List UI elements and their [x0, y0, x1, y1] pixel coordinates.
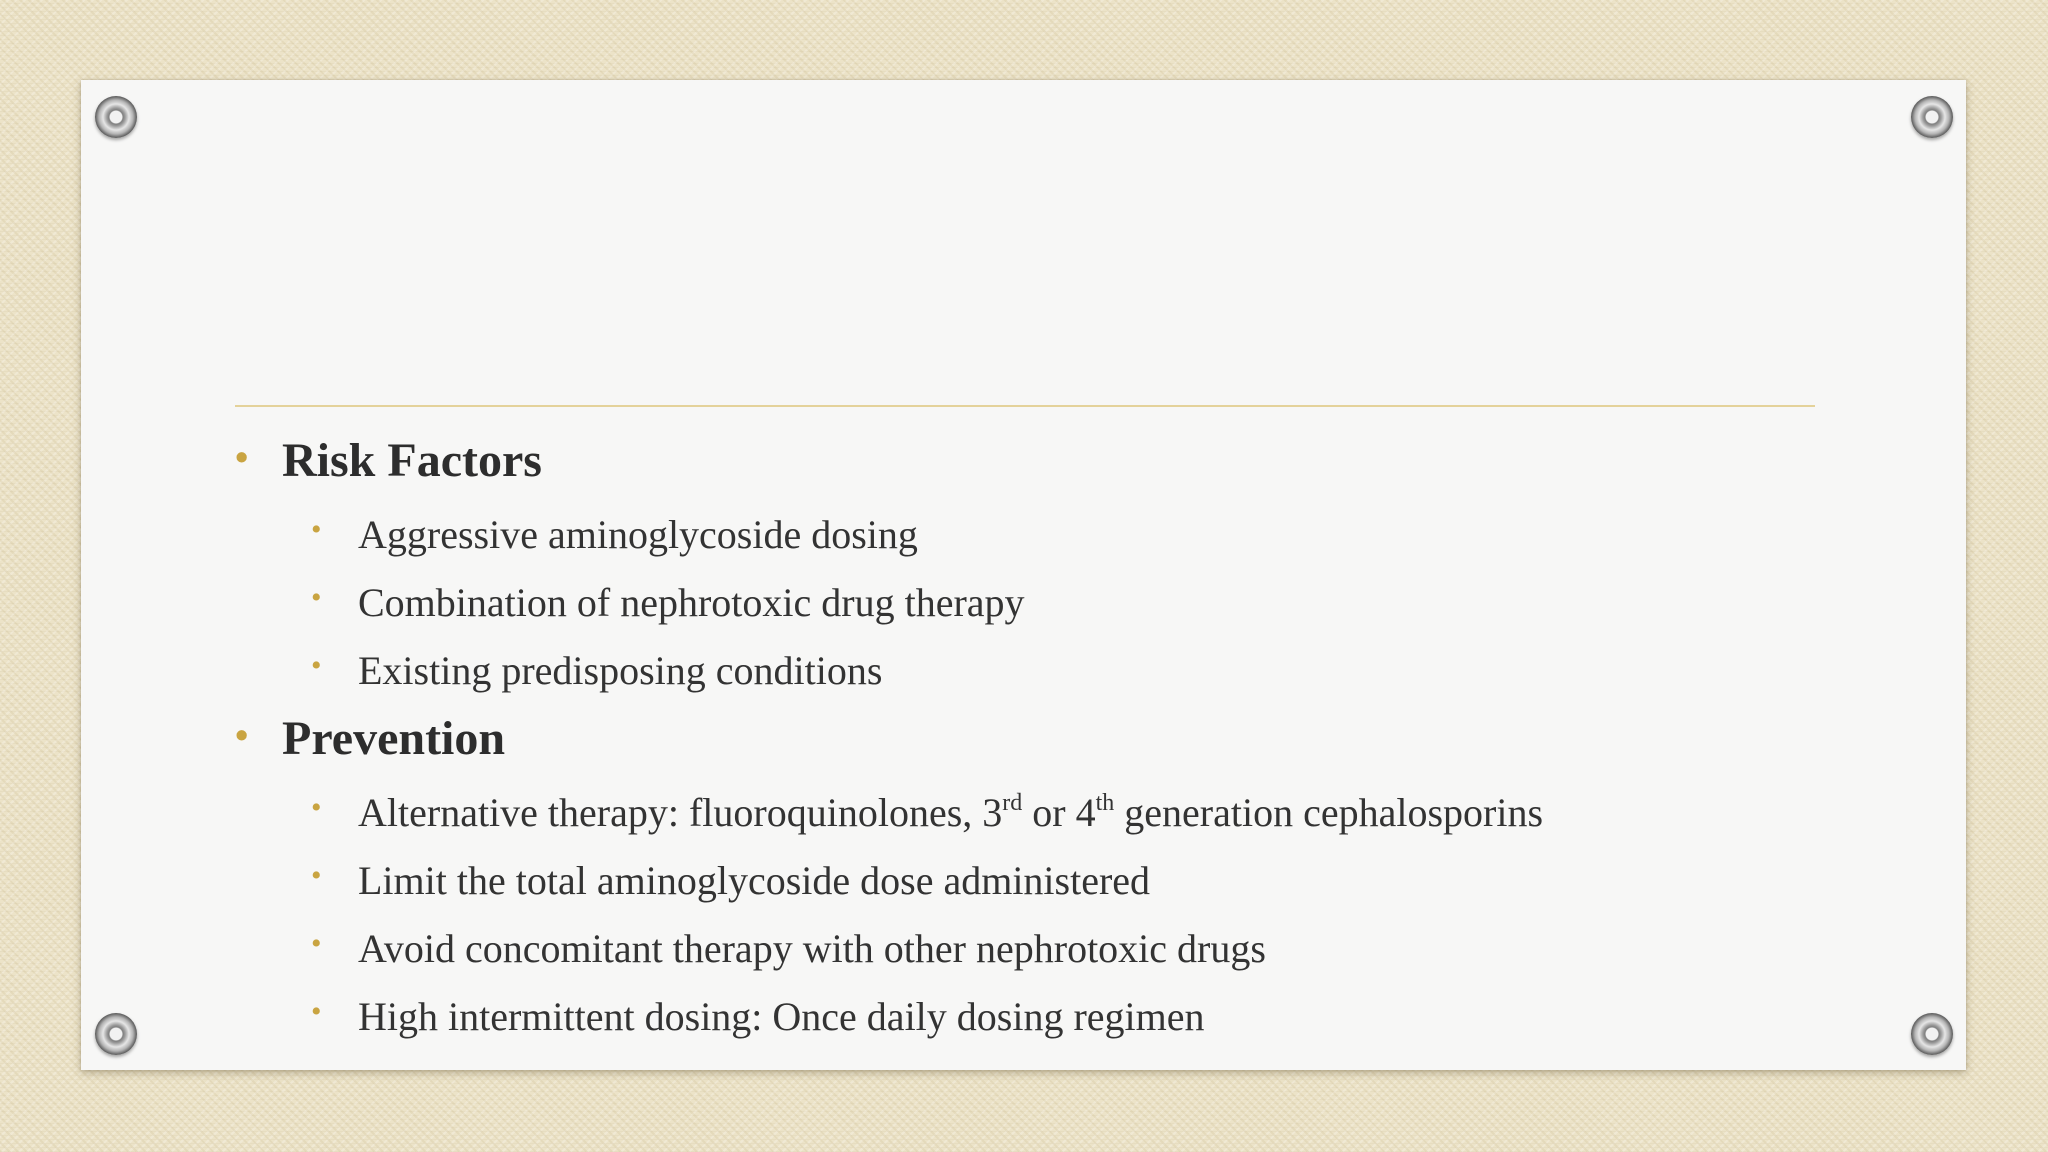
slide-body [235, 428, 1835, 1052]
list-item [311, 638, 1835, 706]
list-item-text: Avoid concomitant therapy with other nephrotoxic drugs [358, 926, 1266, 971]
bullet-icon: • [311, 859, 322, 892]
section-heading-text: Prevention [282, 712, 506, 765]
bullet-icon: • [311, 791, 322, 824]
list-item-text-start: Alternative therapy: fluoroquinolones, 3 [358, 790, 1003, 835]
list-item-text-end: generation cephalosporins [1114, 790, 1544, 835]
ordinal-suffix: th [1095, 789, 1115, 816]
section-heading-risk-factors [235, 428, 1835, 502]
list-item-text: High intermittent dosing: Once daily dosing regimen [358, 994, 1205, 1039]
list-item [311, 502, 1835, 570]
bullet-icon: • [311, 513, 322, 546]
bullet-icon: • [235, 715, 249, 757]
bullet-icon: • [235, 437, 249, 479]
grommet-icon [1911, 1013, 1953, 1055]
list-item [311, 780, 1835, 848]
title-divider [235, 405, 1815, 407]
list-item-text: Aggressive aminoglycoside dosing [358, 512, 918, 557]
section-heading-text: Risk Factors [282, 434, 542, 487]
list-item [311, 984, 1835, 1052]
bullet-icon: • [311, 927, 322, 960]
ordinal-suffix: rd [1002, 789, 1023, 816]
grommet-icon [1911, 96, 1953, 138]
list-item [311, 570, 1835, 638]
list-item-text: Existing predisposing conditions [358, 648, 883, 693]
list-item-text: Combination of nephrotoxic drug therapy [358, 580, 1025, 625]
list-item-text [358, 790, 1543, 835]
list-item-text-mid: or 4 [1022, 790, 1096, 835]
bullet-icon: • [311, 581, 322, 614]
grommet-icon [95, 96, 137, 138]
bullet-icon: • [311, 995, 322, 1028]
section-heading-prevention [235, 706, 1835, 780]
list-item [311, 916, 1835, 984]
bullet-icon: • [311, 649, 322, 682]
list-item-text: Limit the total aminoglycoside dose administered [358, 858, 1151, 903]
grommet-icon [95, 1013, 137, 1055]
list-item [311, 848, 1835, 916]
